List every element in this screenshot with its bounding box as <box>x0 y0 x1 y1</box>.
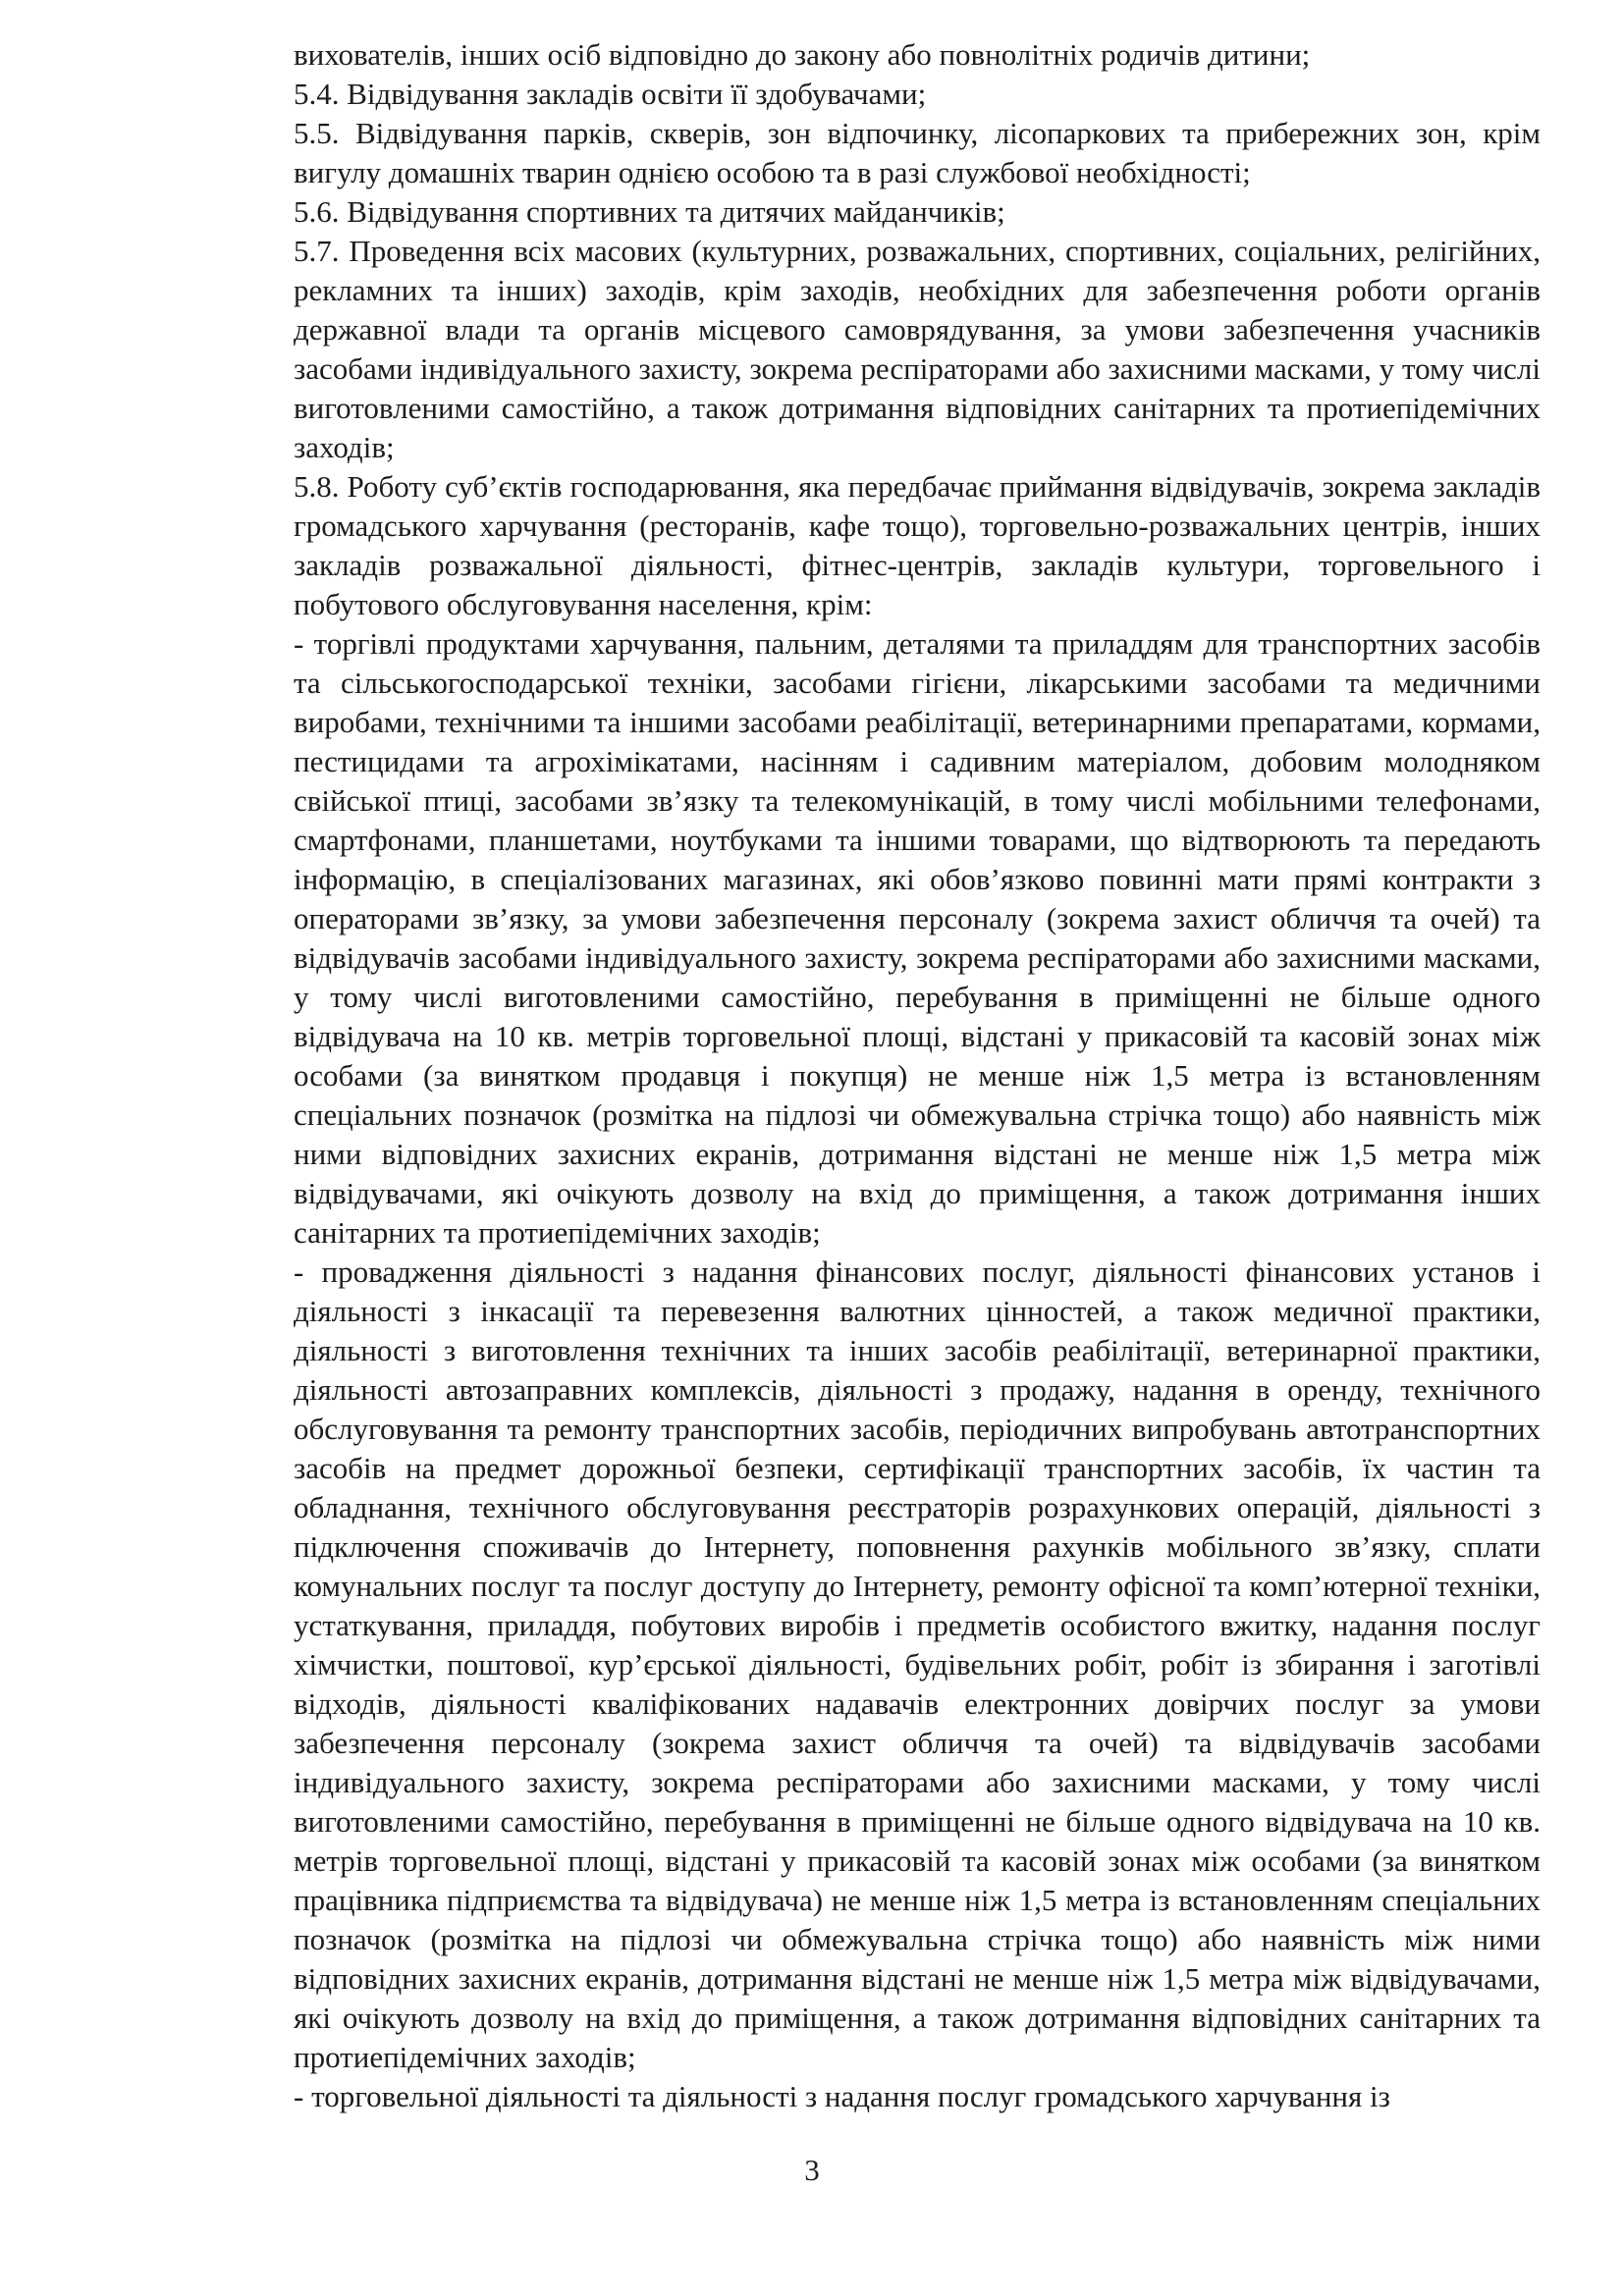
paragraph-5-7: 5.7. Проведення всіх масових (культурних, розважальних, спортивних, соціальних, релігійних, рекламних та інших) заходів, крім заходів, необхідних для забезпечення роботи органів державної влади та органів місцевого самоврядування, за умови забезпечення учасників засобами індивідуального захисту, зокрема респіраторами або захисними масками, у тому числі виготовленими самостійно, а також дотримання відповідних санітарних та протиепідемічних заходів; <box>294 234 1541 464</box>
paragraph-5-6: 5.6. Відвідування спортивних та дитячих майданчиків; <box>294 194 1005 229</box>
list-item-trade-catering: - торговельної діяльності та діяльності з надання послуг громадського харчування із <box>294 2079 1390 2113</box>
paragraph-5-8: 5.8. Роботу суб’єктів господарювання, яка передбачає приймання відвідувачів, зокрема закладів громадського харчування (ресторанів, кафе тощо), торговельно-розважальних центрів, інших закладів розважальної діяльності, фітнес-центрів, закладів культури, торговельного і побутового обслуговування населення, крім: <box>294 469 1541 621</box>
page-number: 3 <box>804 2153 820 2187</box>
paragraph-5-4: 5.4. Відвідування закладів освіти її здобувачами; <box>294 77 927 111</box>
list-item-financial-services: - провадження діяльності з надання фінансових послуг, діяльності фінансових установ і діяльності з інкасації та перевезення валютних цінностей, а також медичної практики, діяльності з виготовлення технічних та інших засобів реабілітації, ветеринарної практики, діяльності автозаправних комплексів, діяльності з продажу, надання в оренду, технічного обслуговування та ремонту транспортних засобів, періодичних випробувань автотранспортних засобів на предмет дорожньої безпеки, сертифікації транспортних засобів, їх частин та обладнання, технічного обслуговування реєстраторів розрахункових операцій, діяльності з підключення споживачів до Інтернету, поповнення рахунків мобільного зв’язку, сплати комунальних послуг та послуг доступу до Інтернету, ремонту офісної та комп’ютерної техніки, устаткування, приладдя, побутових виробів і предметів особистого вжитку, надання послуг хімчистки, поштової, кур’єрської діяльності, будівельних робіт, робіт із збирання і заготівлі відходів, діяльності кваліфікованих надавачів електронних довірчих послуг за умови забезпечення персоналу (зокрема захист обличчя та очей) та відвідувачів засобами індивідуального захисту, зокрема респіраторами або захисними масками, у тому числі виготовленими самостійно, перебування в приміщенні не більше одного відвідувача на 10 кв. метрів торговельної площі, відстані у прикасовій та касовій зонах між особами (за винятком працівника підприємства та відвідувача) не менше ніж 1,5 метра із встановленням спеціальних позначок (розмітка на підлозі чи обмежувальна стрічка тощо) або наявність між ними відповідних захисних екранів, дотримання відстані не менше ніж 1,5 метра між відвідувачами, які очікують дозволу на вхід до приміщення, а також дотримання відповідних санітарних та протиепідемічних заходів; <box>294 1255 1541 2074</box>
paragraph-5-5: 5.5. Відвідування парків, скверів, зон відпочинку, лісопаркових та прибережних зон, крім вигулу домашніх тварин однією особою та в разі службової необхідності; <box>294 116 1541 189</box>
list-item-trade-food: - торгівлі продуктами харчування, пальним, деталями та приладдям для транспортних засобів та сільськогосподарської техніки, засобами гігієни, лікарськими засобами та медичними виробами, технічними та іншими засобами реабілітації, ветеринарними препаратами, кормами, пестицидами та агрохімікатами, насінням і садивним матеріалом, добовим молодняком свійської птиці, засобами зв’язку та телекомунікацій, в тому числі мобільними телефонами, смартфонами, планшетами, ноутбуками та іншими товарами, що відтворюють та передають інформацію, в спеціалізованих магазинах, які обов’язково повинні мати прямі контракти з операторами зв’язку, за умови забезпечення персоналу (зокрема захист обличчя та очей) та відвідувачів засобами індивідуального захисту, зокрема респіраторами або захисними масками, у тому числі виготовленими самостійно, перебування в приміщенні не більше одного відвідувача на 10 кв. метрів торговельної площі, відстані у прикасовій та касовій зонах між особами (за винятком продавця і покупця) не менше ніж 1,5 метра із встановленням спеціальних позначок (розмітка на підлозі чи обмежувальна стрічка тощо) або наявність між ними відповідних захисних екранів, дотримання відстані не менше ніж 1,5 метра між відвідувачами, які очікують дозволу на вхід до приміщення, а також дотримання інших санітарних та протиепідемічних заходів; <box>294 626 1541 1250</box>
document-body <box>294 35 1541 2116</box>
paragraph-continuation: вихователів, інших осіб відповідно до закону або повнолітніх родичів дитини; <box>294 37 1311 72</box>
